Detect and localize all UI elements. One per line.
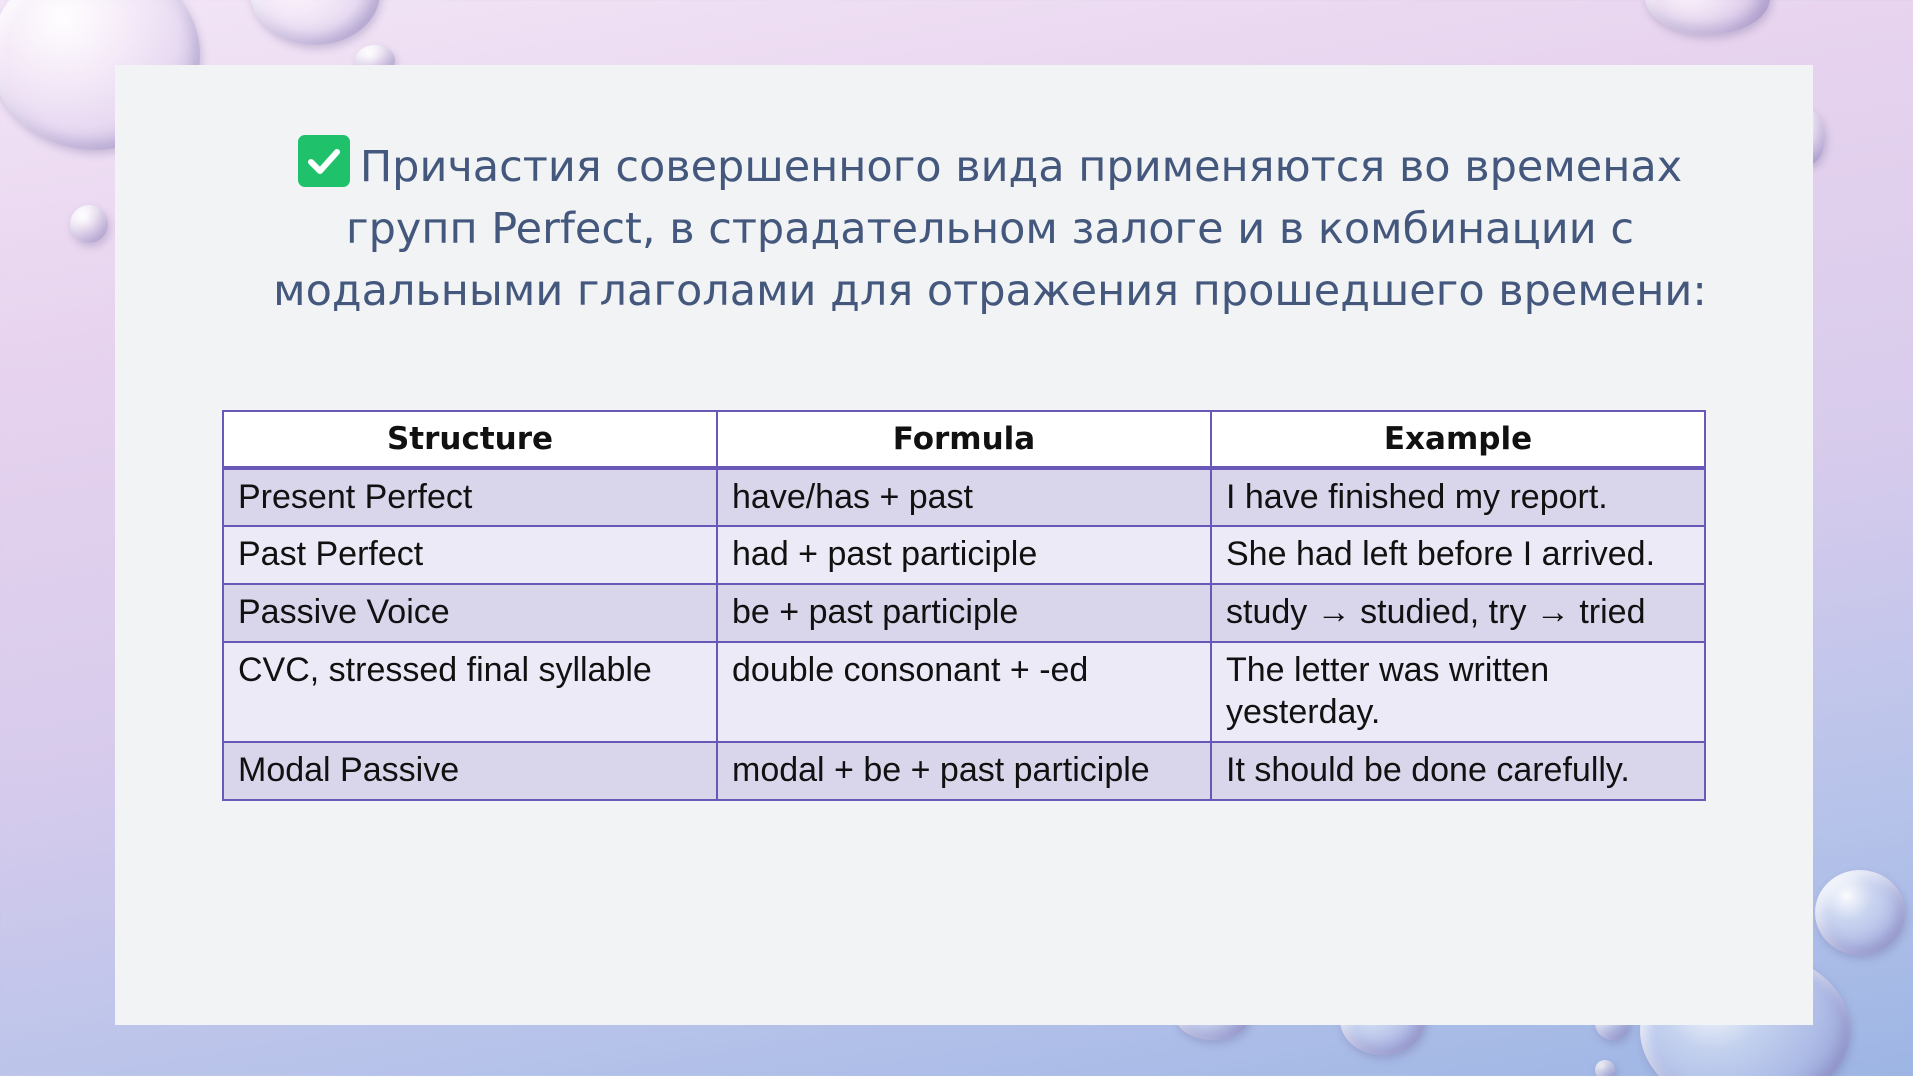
decorative-bubble — [1645, 0, 1770, 35]
header-structure: Structure — [223, 411, 717, 468]
slide-title — [265, 135, 1715, 322]
table-row — [223, 468, 1705, 526]
header-formula: Formula — [717, 411, 1211, 468]
cell-formula: double consonant + -ed — [717, 642, 1211, 742]
table-row — [223, 742, 1705, 800]
cell-formula: be + past participle — [717, 584, 1211, 642]
header-example: Example — [1211, 411, 1705, 468]
table-row — [223, 526, 1705, 584]
cell-example: I have finished my report. — [1211, 468, 1705, 526]
cell-structure: Past Perfect — [223, 526, 717, 584]
cell-example: She had left before I arrived. — [1211, 526, 1705, 584]
table-row — [223, 642, 1705, 742]
decorative-bubble — [1815, 870, 1905, 955]
cell-example: study → studied, try → tried — [1211, 584, 1705, 642]
cell-formula: modal + be + past participle — [717, 742, 1211, 800]
cell-structure: CVC, stressed final syllable — [223, 642, 717, 742]
decorative-bubble — [1595, 1060, 1615, 1076]
decorative-bubble — [70, 205, 108, 243]
check-box-icon — [298, 135, 350, 187]
cell-structure: Present Perfect — [223, 468, 717, 526]
cell-example: It should be done carefully. — [1211, 742, 1705, 800]
slide-panel — [115, 65, 1813, 1025]
table-header-row — [223, 411, 1705, 468]
cell-structure: Modal Passive — [223, 742, 717, 800]
cell-formula: have/has + past — [717, 468, 1211, 526]
table-row — [223, 584, 1705, 642]
grammar-table — [222, 410, 1706, 801]
cell-structure: Passive Voice — [223, 584, 717, 642]
cell-formula: had + past participle — [717, 526, 1211, 584]
slide-title-text: Причастия совершенного вида применяются во временах групп Perfect, в страдательном залоге и в комбинации с модальными глаголами для отражения прошедшего времени: — [273, 142, 1707, 316]
decorative-bubble — [250, 0, 380, 45]
cell-example: The letter was written yesterday. — [1211, 642, 1705, 742]
